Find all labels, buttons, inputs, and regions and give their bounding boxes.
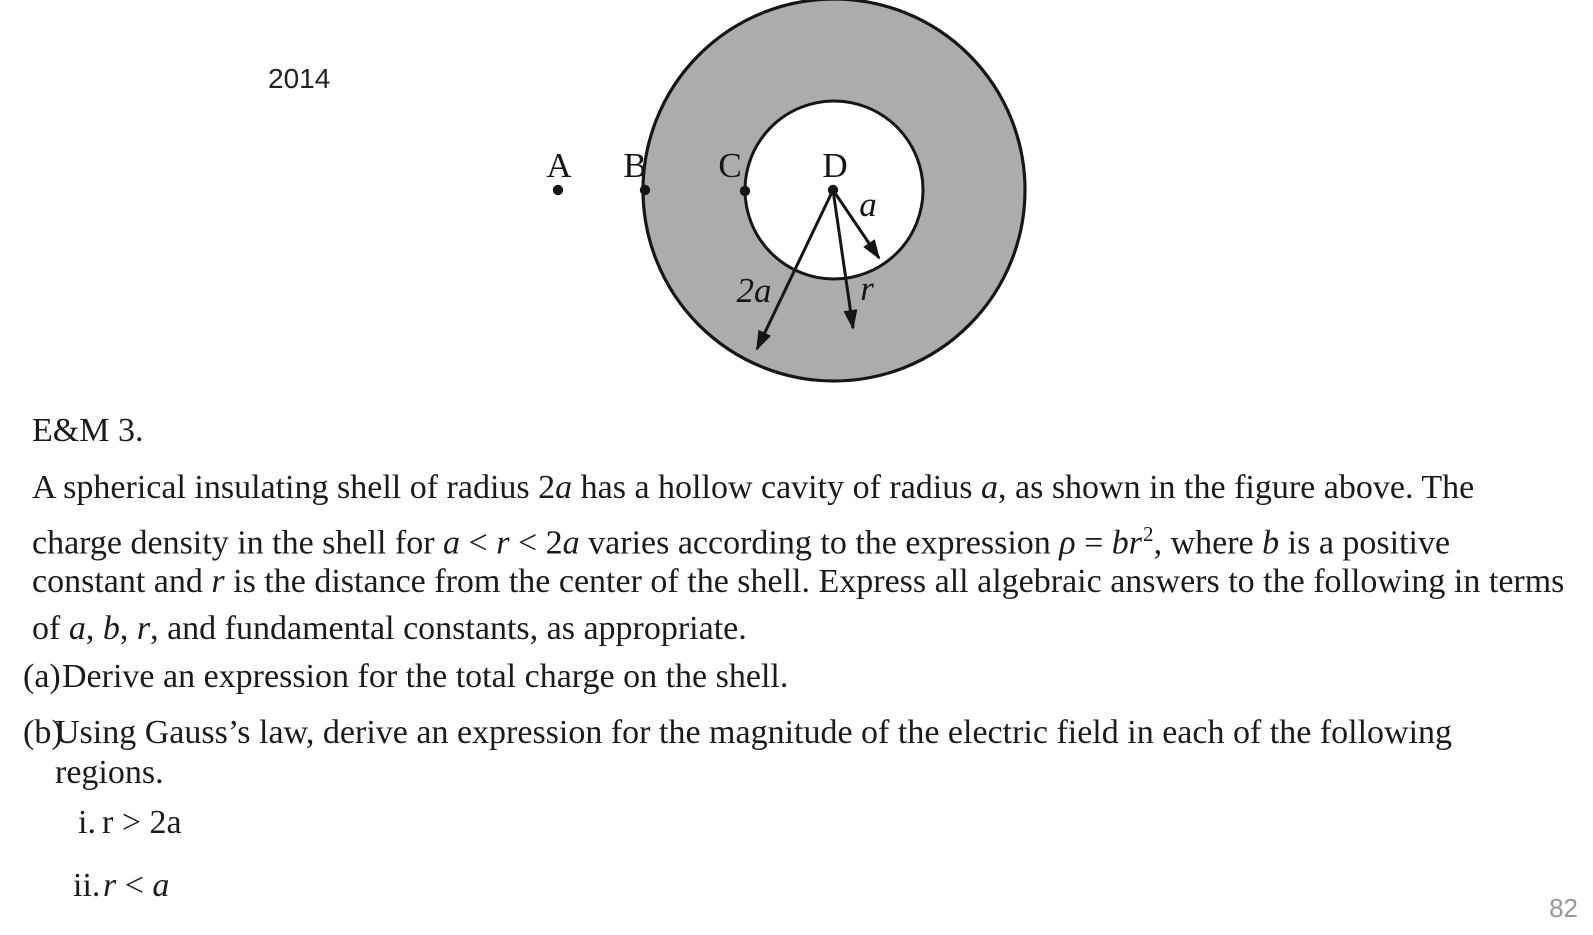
problem-heading: E&M 3. — [32, 412, 144, 449]
part-a-label: (a) — [23, 658, 61, 695]
statement-line-2: charge density in the shell for a < r < 2a varies according to the expression $\rho = br^2$, where b is a positive — [32, 522, 1451, 562]
part-b-label: (b) — [23, 714, 63, 751]
radius-label-r: r — [860, 269, 874, 308]
page-number: 82 — [1549, 893, 1578, 923]
part-a-text: Derive an expression for the total charge on the shell. — [62, 658, 789, 695]
statement-line-1: A spherical insulating shell of radius 2a has a hollow cavity of radius a, as shown in the figure above. The — [32, 469, 1475, 506]
radius-label-2a: 2a — [736, 271, 772, 310]
year-label: 2014 — [268, 63, 331, 94]
radius-label-a: a — [859, 185, 877, 224]
point-label-c: C — [718, 146, 742, 185]
subitem-ii-text: r < a — [103, 867, 170, 904]
problem-statement — [32, 464, 1564, 652]
point-dot-a — [553, 185, 563, 195]
part-b — [23, 713, 1452, 793]
shell-figure — [530, 0, 1050, 400]
subitem-i — [78, 803, 182, 843]
statement-line-4: of a, b, r, and fundamental constants, as appropriate. — [32, 610, 747, 647]
subitem-i-label: i. — [78, 804, 96, 841]
part-b-line-1: Using Gauss’s law, derive an expression for the magnitude of the electric field in each of the following — [55, 714, 1453, 751]
point-label-d: D — [822, 146, 848, 185]
point-dot-d — [828, 185, 838, 195]
point-dot-b — [640, 185, 650, 195]
subitem-i-text: r > 2a — [102, 804, 182, 841]
statement-line-3: constant and r is the distance from the center of the shell. Express all algebraic answers to the following in terms — [32, 563, 1565, 600]
part-b-text — [55, 713, 1452, 793]
subitem-ii — [73, 866, 169, 906]
point-label-a: A — [546, 146, 572, 185]
part-b-line-2: regions. — [55, 754, 164, 791]
point-dot-c — [740, 186, 750, 196]
point-label-b: B — [623, 146, 647, 185]
part-a — [23, 657, 788, 697]
subitem-ii-label: ii. — [73, 867, 101, 904]
